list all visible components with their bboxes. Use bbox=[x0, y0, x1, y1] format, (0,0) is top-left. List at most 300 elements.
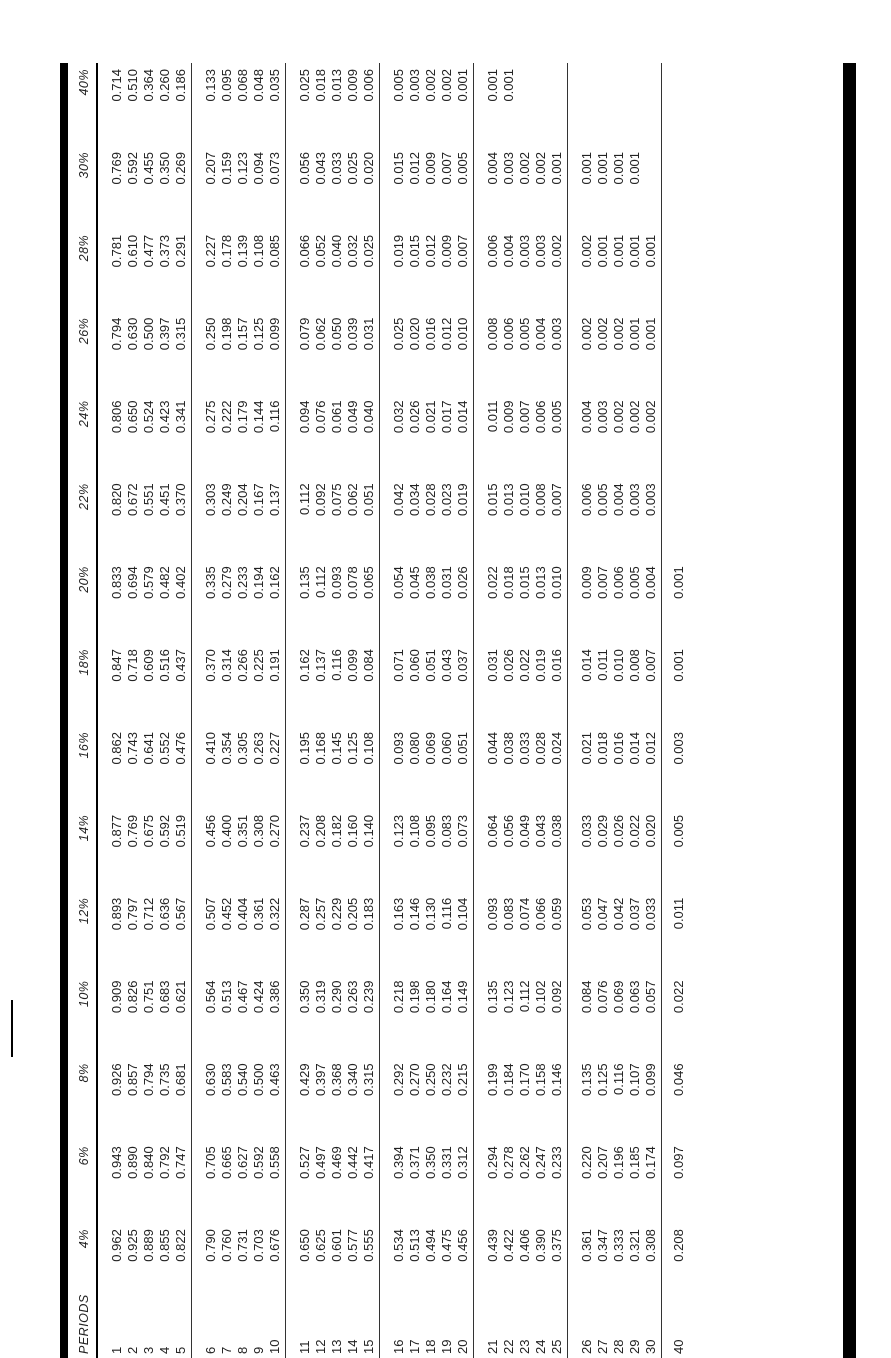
table-row bbox=[454, 63, 474, 1358]
factor-cell: 0.184 bbox=[500, 1063, 516, 1096]
factor-cell: 0.321 bbox=[626, 1229, 642, 1262]
factor-cell: 0.133 bbox=[202, 69, 218, 102]
factor-cell: 0.195 bbox=[296, 731, 312, 765]
factor-cell: 0.423 bbox=[156, 400, 172, 434]
period-cell: 27 bbox=[594, 1339, 610, 1354]
factor-cell: 0.007 bbox=[594, 566, 610, 599]
factor-cell: 0.075 bbox=[328, 483, 344, 516]
factor-cell: 0.207 bbox=[202, 151, 218, 185]
factor-cell: 0.037 bbox=[454, 643, 474, 726]
factor-cell: 0.001 bbox=[548, 146, 568, 229]
factor-cell: 0.002 bbox=[548, 229, 568, 312]
period-cell: 21 bbox=[484, 1339, 500, 1354]
factor-cell: 0.191 bbox=[266, 643, 286, 726]
factor-cell: 0.014 bbox=[626, 731, 642, 765]
factor-cell: 0.010 bbox=[516, 483, 532, 516]
factor-cell: 0.368 bbox=[328, 1063, 344, 1096]
factor-cell: 0.650 bbox=[296, 1229, 312, 1262]
factor-cell: 0.676 bbox=[266, 1223, 286, 1306]
table-row bbox=[97, 63, 124, 1358]
factor-cell: 0.062 bbox=[344, 483, 360, 516]
table-row bbox=[156, 63, 172, 1358]
factor-cell: 0.005 bbox=[594, 483, 610, 516]
factor-cell: 0.233 bbox=[234, 566, 250, 599]
factor-cell: 0.009 bbox=[422, 151, 438, 185]
factor-cell: 0.137 bbox=[312, 649, 328, 682]
factor-cell: 0.621 bbox=[172, 975, 192, 1058]
factor-cell: 0.001 bbox=[578, 151, 594, 185]
factor-cell: 0.003 bbox=[670, 731, 686, 765]
factor-cell: 0.009 bbox=[438, 234, 454, 268]
factor-cell: 0.475 bbox=[438, 1229, 454, 1262]
factor-cell: 0.083 bbox=[438, 814, 454, 848]
factor-cell: 0.592 bbox=[156, 814, 172, 848]
factor-cell: 0.476 bbox=[172, 726, 192, 809]
factor-cell: 0.073 bbox=[266, 146, 286, 229]
factor-cell: 0.225 bbox=[250, 649, 266, 682]
factor-cell: 0.130 bbox=[422, 897, 438, 931]
factor-cell: 0.331 bbox=[438, 1146, 454, 1179]
table-top-rule bbox=[60, 63, 68, 1358]
period-cell: 19 bbox=[438, 1339, 454, 1354]
period-cell: 40 bbox=[670, 1339, 686, 1354]
factor-cell: 0.185 bbox=[626, 1146, 642, 1179]
factor-cell: 0.641 bbox=[140, 731, 156, 765]
factor-cell bbox=[626, 63, 642, 146]
factor-cell: 0.794 bbox=[108, 317, 124, 351]
factor-cell: 0.760 bbox=[218, 1229, 234, 1262]
factor-cell: 0.025 bbox=[360, 229, 380, 312]
factor-cell: 0.422 bbox=[500, 1229, 516, 1262]
factor-cell: 0.354 bbox=[218, 731, 234, 765]
factor-cell: 0.551 bbox=[140, 483, 156, 516]
factor-cell: 0.099 bbox=[344, 649, 360, 682]
factor-cell: 0.135 bbox=[484, 980, 500, 1014]
factor-cell: 0.006 bbox=[578, 483, 594, 516]
factor-cell: 0.507 bbox=[202, 897, 218, 931]
factor-cell: 0.270 bbox=[266, 809, 286, 892]
factor-cell: 0.227 bbox=[266, 726, 286, 809]
factor-cell: 0.099 bbox=[642, 1057, 662, 1140]
factor-cell: 0.011 bbox=[670, 897, 686, 930]
factor-cell: 0.015 bbox=[484, 483, 500, 516]
factor-cell: 0.002 bbox=[578, 317, 594, 351]
factor-cell: 0.042 bbox=[610, 897, 626, 931]
factor-cell: 0.007 bbox=[516, 400, 532, 434]
factor-cell: 0.009 bbox=[500, 400, 516, 434]
factor-cell bbox=[662, 146, 691, 229]
factor-cell: 0.308 bbox=[250, 814, 266, 848]
factor-cell: 0.003 bbox=[532, 234, 548, 268]
factor-cell: 0.006 bbox=[500, 317, 516, 351]
factor-cell: 0.340 bbox=[344, 1063, 360, 1096]
factor-cell: 0.610 bbox=[124, 234, 140, 268]
factor-cell: 0.266 bbox=[234, 649, 250, 682]
factor-cell: 0.287 bbox=[296, 897, 312, 931]
factor-cell: 0.790 bbox=[202, 1229, 218, 1262]
factor-cell: 0.078 bbox=[344, 566, 360, 599]
factor-cell: 0.456 bbox=[454, 1223, 474, 1306]
factor-cell: 0.731 bbox=[234, 1229, 250, 1262]
factor-cell: 0.769 bbox=[108, 151, 124, 185]
factor-cell: 0.847 bbox=[108, 649, 124, 682]
period-cell: 1 bbox=[108, 1346, 124, 1354]
factor-cell: 0.071 bbox=[390, 649, 406, 682]
factor-cell: 0.004 bbox=[532, 317, 548, 351]
factor-cell: 0.069 bbox=[610, 980, 626, 1014]
factor-cell: 0.558 bbox=[266, 1140, 286, 1223]
factor-cell: 0.063 bbox=[626, 980, 642, 1014]
factor-cell: 0.386 bbox=[266, 975, 286, 1058]
factor-cell: 0.159 bbox=[218, 151, 234, 185]
factor-cell: 0.047 bbox=[594, 897, 610, 931]
factor-cell: 0.059 bbox=[548, 892, 568, 975]
factor-cell: 0.341 bbox=[172, 395, 192, 478]
table-row bbox=[626, 63, 642, 1358]
factor-cell: 0.208 bbox=[312, 814, 328, 848]
factor-cell: 0.033 bbox=[642, 892, 662, 975]
table-row bbox=[516, 63, 532, 1358]
factor-cell: 0.097 bbox=[670, 1146, 686, 1179]
table-row bbox=[662, 63, 691, 1358]
table-row bbox=[532, 63, 548, 1358]
period-cell: 13 bbox=[328, 1339, 344, 1354]
factor-cell: 0.314 bbox=[218, 649, 234, 682]
factor-cell: 0.862 bbox=[108, 731, 124, 765]
factor-cell: 0.043 bbox=[312, 151, 328, 185]
factor-cell: 0.007 bbox=[438, 151, 454, 185]
factor-cell: 0.019 bbox=[532, 649, 548, 682]
factor-cell: 0.051 bbox=[360, 477, 380, 560]
rate-column-header: 40% bbox=[70, 63, 97, 146]
factor-cell: 0.417 bbox=[360, 1140, 380, 1223]
factor-cell: 0.012 bbox=[422, 234, 438, 268]
factor-cell: 0.044 bbox=[484, 731, 500, 765]
factor-cell: 0.001 bbox=[484, 69, 500, 102]
factor-cell: 0.025 bbox=[296, 69, 312, 102]
factor-cell: 0.215 bbox=[454, 1057, 474, 1140]
factor-cell: 0.146 bbox=[548, 1057, 568, 1140]
factor-cell: 0.577 bbox=[344, 1229, 360, 1262]
factor-cell: 0.065 bbox=[360, 560, 380, 643]
factor-cell: 0.085 bbox=[266, 229, 286, 312]
factor-cell: 0.351 bbox=[234, 814, 250, 848]
factor-cell: 0.146 bbox=[406, 897, 422, 931]
factor-cell: 0.207 bbox=[594, 1146, 610, 1179]
factor-cell: 0.183 bbox=[360, 892, 380, 975]
factor-cell: 0.004 bbox=[642, 560, 662, 643]
factor-cell: 0.500 bbox=[140, 317, 156, 351]
rate-column-header: 24% bbox=[70, 395, 97, 478]
factor-cell: 0.410 bbox=[202, 731, 218, 765]
factor-cell: 0.060 bbox=[438, 731, 454, 765]
table-row bbox=[568, 63, 595, 1358]
factor-cell: 0.093 bbox=[328, 566, 344, 599]
table-row bbox=[438, 63, 454, 1358]
factor-cell: 0.083 bbox=[500, 897, 516, 931]
table-row bbox=[312, 63, 328, 1358]
factor-cell: 0.694 bbox=[124, 566, 140, 599]
factor-cell: 0.001 bbox=[642, 312, 662, 395]
factor-cell: 0.168 bbox=[312, 731, 328, 765]
factor-cell: 0.001 bbox=[626, 317, 642, 351]
factor-cell: 0.163 bbox=[390, 897, 406, 931]
factor-cell: 0.033 bbox=[578, 814, 594, 848]
factor-cell: 0.204 bbox=[234, 483, 250, 516]
factor-cell: 0.792 bbox=[156, 1146, 172, 1179]
factor-cell: 0.001 bbox=[626, 234, 642, 268]
factor-cell: 0.855 bbox=[156, 1229, 172, 1262]
factor-cell: 0.229 bbox=[328, 897, 344, 931]
factor-cell: 0.627 bbox=[234, 1146, 250, 1179]
table-row bbox=[548, 63, 568, 1358]
factor-cell bbox=[532, 63, 548, 146]
factor-cell: 0.675 bbox=[140, 814, 156, 848]
factor-cell: 0.053 bbox=[578, 897, 594, 931]
period-cell: 9 bbox=[250, 1346, 266, 1354]
factor-cell: 0.157 bbox=[234, 317, 250, 351]
factor-cell: 0.056 bbox=[500, 814, 516, 848]
factor-cell: 0.625 bbox=[312, 1229, 328, 1262]
factor-cell bbox=[610, 63, 626, 146]
factor-cell: 0.579 bbox=[140, 566, 156, 599]
factor-cell: 0.239 bbox=[360, 975, 380, 1058]
factor-cell: 0.116 bbox=[610, 1063, 626, 1095]
factor-cell: 0.057 bbox=[642, 975, 662, 1058]
factor-cell: 0.003 bbox=[406, 69, 422, 102]
factor-cell: 0.260 bbox=[156, 69, 172, 102]
factor-cell: 0.051 bbox=[454, 726, 474, 809]
factor-cell: 0.007 bbox=[642, 643, 662, 726]
factor-cell: 0.022 bbox=[670, 980, 686, 1014]
factor-cell: 0.006 bbox=[360, 63, 380, 146]
factor-cell: 0.123 bbox=[500, 980, 516, 1014]
factor-cell: 0.031 bbox=[360, 312, 380, 395]
factor-cell: 0.112 bbox=[516, 980, 532, 1013]
factor-cell: 0.012 bbox=[406, 151, 422, 185]
factor-cell: 0.162 bbox=[266, 560, 286, 643]
factor-cell: 0.683 bbox=[156, 980, 172, 1014]
factor-cell: 0.040 bbox=[360, 395, 380, 478]
factor-cell: 0.033 bbox=[516, 731, 532, 765]
factor-cell: 0.186 bbox=[172, 63, 192, 146]
factor-cell: 0.237 bbox=[296, 814, 312, 848]
factor-cell: 0.315 bbox=[360, 1057, 380, 1140]
factor-cell: 0.108 bbox=[360, 726, 380, 809]
factor-cell: 0.794 bbox=[140, 1063, 156, 1096]
table-row bbox=[406, 63, 422, 1358]
factor-cell: 0.002 bbox=[642, 395, 662, 478]
factor-cell: 0.510 bbox=[124, 69, 140, 102]
factor-cell: 0.079 bbox=[296, 317, 312, 351]
factor-cell: 0.076 bbox=[312, 400, 328, 434]
factor-cell: 0.029 bbox=[594, 814, 610, 848]
factor-cell: 0.482 bbox=[156, 566, 172, 599]
factor-cell: 0.263 bbox=[344, 980, 360, 1014]
factor-cell: 0.002 bbox=[610, 317, 626, 351]
table-row bbox=[328, 63, 344, 1358]
factor-cell: 0.116 bbox=[266, 395, 286, 478]
factor-cell: 0.014 bbox=[454, 395, 474, 478]
factor-cell: 0.010 bbox=[454, 312, 474, 395]
factor-cell: 0.020 bbox=[642, 809, 662, 892]
factor-cell: 0.218 bbox=[390, 980, 406, 1014]
factor-cell: 0.002 bbox=[578, 234, 594, 268]
factor-cell: 0.140 bbox=[360, 809, 380, 892]
factor-cell: 0.002 bbox=[422, 69, 438, 102]
factor-cell: 0.123 bbox=[234, 151, 250, 185]
factor-cell: 0.026 bbox=[500, 649, 516, 682]
factor-cell: 0.890 bbox=[124, 1146, 140, 1179]
factor-cell: 0.021 bbox=[422, 400, 438, 434]
factor-cell: 0.016 bbox=[548, 643, 568, 726]
factor-cell: 0.463 bbox=[266, 1057, 286, 1140]
factor-cell bbox=[516, 63, 532, 146]
factor-cell: 0.002 bbox=[516, 151, 532, 185]
factor-cell: 0.035 bbox=[266, 63, 286, 146]
factor-cell: 0.350 bbox=[296, 980, 312, 1014]
factor-cell: 0.370 bbox=[172, 477, 192, 560]
factor-cell: 0.049 bbox=[516, 814, 532, 848]
factor-cell: 0.275 bbox=[202, 400, 218, 434]
factor-cell: 0.160 bbox=[344, 814, 360, 848]
factor-cell: 0.144 bbox=[250, 400, 266, 434]
factor-cell: 0.174 bbox=[642, 1140, 662, 1223]
factor-cell: 0.107 bbox=[626, 1063, 642, 1096]
factor-cell: 0.001 bbox=[610, 151, 626, 185]
factor-cell: 0.540 bbox=[234, 1063, 250, 1096]
rate-column-header: 10% bbox=[70, 975, 97, 1058]
factor-cell: 0.769 bbox=[124, 814, 140, 848]
factor-cell: 0.822 bbox=[172, 1223, 192, 1306]
factor-cell: 0.743 bbox=[124, 731, 140, 765]
factor-cell: 0.718 bbox=[124, 649, 140, 682]
period-cell: 6 bbox=[202, 1346, 218, 1354]
factor-cell: 0.681 bbox=[172, 1057, 192, 1140]
factor-cell: 0.008 bbox=[532, 483, 548, 516]
factor-cell: 0.826 bbox=[124, 980, 140, 1014]
factor-cell: 0.672 bbox=[124, 483, 140, 516]
factor-cell: 0.001 bbox=[642, 229, 662, 312]
factor-cell: 0.045 bbox=[406, 566, 422, 599]
factor-cell: 0.007 bbox=[548, 477, 568, 560]
factor-cell: 0.001 bbox=[670, 649, 686, 682]
period-cell: 3 bbox=[140, 1346, 156, 1354]
factor-cell: 0.636 bbox=[156, 897, 172, 931]
factor-cell: 0.052 bbox=[312, 234, 328, 268]
factor-cell: 0.026 bbox=[454, 560, 474, 643]
factor-cell: 0.116 bbox=[328, 649, 344, 681]
factor-cell: 0.294 bbox=[484, 1146, 500, 1179]
factor-cell: 0.061 bbox=[328, 400, 344, 434]
table-row bbox=[234, 63, 250, 1358]
factor-cell: 0.049 bbox=[344, 400, 360, 434]
factor-cell: 0.002 bbox=[532, 151, 548, 185]
factor-cell: 0.048 bbox=[250, 69, 266, 102]
factor-cell: 0.135 bbox=[296, 566, 312, 599]
factor-cell: 0.249 bbox=[218, 483, 234, 516]
factor-cell: 0.424 bbox=[250, 980, 266, 1014]
factor-cell bbox=[662, 63, 691, 146]
factor-cell: 0.054 bbox=[390, 566, 406, 599]
factor-cell: 0.116 bbox=[438, 897, 454, 930]
table-row bbox=[250, 63, 266, 1358]
factor-cell: 0.820 bbox=[108, 483, 124, 516]
factor-cell: 0.263 bbox=[250, 731, 266, 765]
factor-cell: 0.012 bbox=[438, 317, 454, 351]
factor-cell: 0.350 bbox=[422, 1146, 438, 1179]
factor-cell: 0.806 bbox=[108, 400, 124, 434]
factor-cell bbox=[642, 146, 662, 229]
table-row bbox=[594, 63, 610, 1358]
factor-cell: 0.018 bbox=[594, 731, 610, 765]
factor-cell: 0.025 bbox=[344, 151, 360, 185]
factor-cell: 0.062 bbox=[312, 317, 328, 351]
rate-column-header: 28% bbox=[70, 229, 97, 312]
factor-cell: 0.040 bbox=[328, 234, 344, 268]
factor-cell: 0.712 bbox=[140, 897, 156, 931]
factor-cell: 0.093 bbox=[390, 731, 406, 765]
factor-cell: 0.005 bbox=[548, 395, 568, 478]
factor-cell: 0.158 bbox=[532, 1063, 548, 1096]
period-cell: 28 bbox=[610, 1339, 626, 1354]
factor-cell: 0.279 bbox=[218, 566, 234, 599]
factor-cell: 0.527 bbox=[296, 1146, 312, 1179]
factor-cell: 0.139 bbox=[234, 234, 250, 268]
factor-cell bbox=[568, 63, 595, 146]
factor-cell: 0.135 bbox=[578, 1063, 594, 1096]
factor-cell: 0.076 bbox=[594, 980, 610, 1014]
factor-cell: 0.001 bbox=[670, 566, 686, 599]
factor-cell: 0.350 bbox=[156, 151, 172, 185]
factor-cell: 0.943 bbox=[108, 1146, 124, 1179]
factor-cell: 0.167 bbox=[250, 483, 266, 516]
period-cell: 23 bbox=[516, 1339, 532, 1354]
factor-cell: 0.031 bbox=[438, 566, 454, 599]
factor-cell: 0.962 bbox=[108, 1229, 124, 1262]
factor-cell: 0.125 bbox=[594, 1063, 610, 1096]
factor-cell: 0.269 bbox=[172, 146, 192, 229]
factor-cell: 0.397 bbox=[156, 317, 172, 351]
factor-cell: 0.032 bbox=[344, 234, 360, 268]
factor-cell: 0.840 bbox=[140, 1146, 156, 1179]
factor-cell: 0.031 bbox=[484, 649, 500, 682]
factor-cell: 0.004 bbox=[578, 400, 594, 434]
factor-cell: 0.094 bbox=[250, 151, 266, 185]
factor-cell: 0.123 bbox=[390, 814, 406, 848]
factor-cell: 0.909 bbox=[108, 980, 124, 1014]
factor-cell: 0.513 bbox=[406, 1229, 422, 1262]
factor-cell: 0.164 bbox=[438, 980, 454, 1014]
factor-cell bbox=[662, 229, 691, 312]
factor-cell: 0.137 bbox=[266, 477, 286, 560]
factor-cell: 0.333 bbox=[610, 1229, 626, 1262]
factor-cell: 0.250 bbox=[202, 317, 218, 351]
factor-cell: 0.400 bbox=[218, 814, 234, 848]
factor-cell: 0.005 bbox=[454, 146, 474, 229]
factor-cell: 0.020 bbox=[406, 317, 422, 351]
margin-mark bbox=[11, 1000, 13, 1057]
period-cell: 10 bbox=[266, 1306, 286, 1358]
factor-cell: 0.534 bbox=[390, 1229, 406, 1262]
factor-cell: 0.292 bbox=[390, 1063, 406, 1096]
factor-cell: 0.012 bbox=[642, 726, 662, 809]
factor-cell: 0.877 bbox=[108, 814, 124, 848]
factor-cell: 0.002 bbox=[594, 317, 610, 351]
factor-cell: 0.257 bbox=[312, 897, 328, 931]
factor-cell: 0.056 bbox=[296, 151, 312, 185]
factor-cell: 0.469 bbox=[328, 1146, 344, 1179]
